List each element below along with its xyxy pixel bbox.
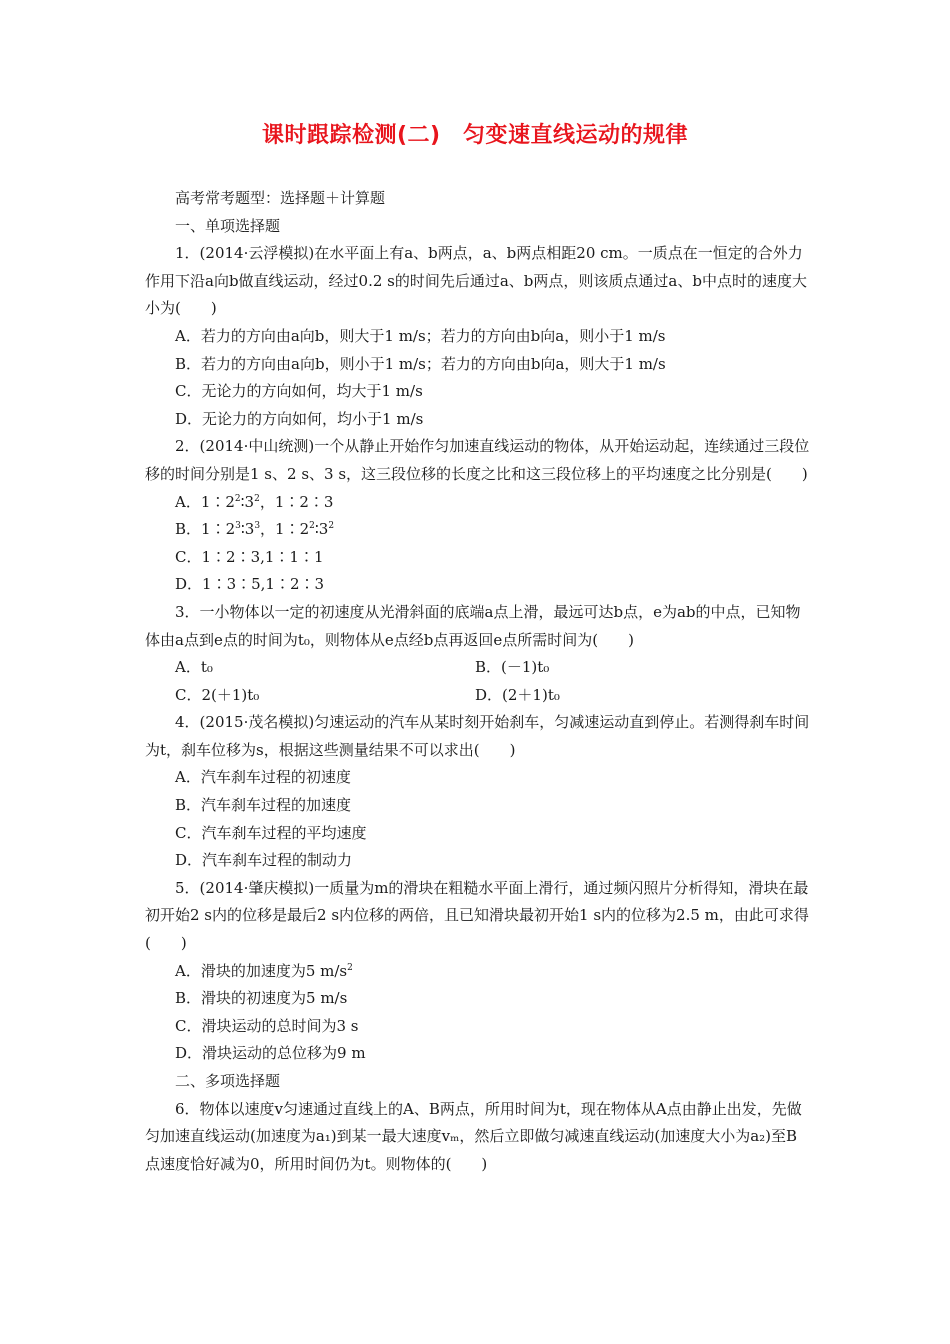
question-2-stem: 2．(2014·中山统测)一个从静止开始作匀加速直线运动的物体，从开始运动起，连续通过三段位移的时间分别是1 s、2 s、3 s，这三段位移的长度之比和这三段位移上的平均速度之比分别是( ) xyxy=(145,437,810,483)
question-5-option-d: D．滑块运动的总位移为9 m xyxy=(175,1044,366,1063)
question-4-option-b: B．汽车刹车过程的加速度 xyxy=(175,796,352,815)
question-2-option-d: D．1∶3∶5,1∶2∶3 xyxy=(175,575,325,594)
section-heading-single: 一、单项选择题 xyxy=(175,216,281,235)
question-2-option-b: B．$1∶2^3∶3^3$，$1∶2^2∶3^2$ xyxy=(175,520,335,539)
question-4-option-d: D．汽车刹车过程的制动力 xyxy=(175,851,353,870)
question-5-option-c: C．滑块运动的总时间为3 s xyxy=(175,1016,359,1035)
question-4-stem: 4．(2015·茂名模拟)匀速运动的汽车从某时刻开始刹车，匀减速运动直到停止。若测得刹车时间为t，刹车位移为s，根据这些测量结果不可以求出( ) xyxy=(145,713,810,759)
question-4-option-a: A．汽车刹车过程的初速度 xyxy=(175,768,351,787)
question-3-options-row-2 xyxy=(145,682,810,710)
question-3-option-d: D．(2＋1)t₀ xyxy=(475,685,560,704)
question-3-options-row-1 xyxy=(145,654,810,682)
question-1-option-a: A．若力的方向由a向b，则大于1 m/s；若力的方向由b向a，则小于1 m/s xyxy=(175,326,666,345)
document-body xyxy=(145,185,810,1178)
question-1-option-b: B．若力的方向由a向b，则小于1 m/s；若力的方向由b向a，则大于1 m/s xyxy=(175,354,666,373)
question-1-option-d: D．无论力的方向如何，均小于1 m/s xyxy=(175,409,424,428)
question-5-stem: 5．(2014·肇庆模拟)一质量为m的滑块在粗糙水平面上滑行，通过频闪照片分析得知，滑块在最初开始2 s内的位移是最后2 s内位移的两倍，且已知滑块最初开始1 s内的位移为2.5 m，由此可求得( ) xyxy=(145,878,809,953)
question-2-option-a: A．$1∶2^2∶3^2$，1∶2∶3 xyxy=(175,492,334,511)
question-1-stem: 1．(2014·云浮模拟)在水平面上有a、b两点，a、b两点相距20 cm。一质点在一恒定的合外力作用下沿a向b做直线运动，经过0.2 s的时间先后通过a、b两点，则该质点通过a、b中点时的速度大小为( ) xyxy=(145,244,807,318)
question-6-stem: 6．物体以速度v匀速通过直线上的A、B两点，所用时间为t，现在物体从A点由静止出发，先做匀加速直线运动(加速度为a₁)到某一最大速度vₘ，然后立即做匀减速直线运动(加速度大小为a₂)至B点速度恰好减为0，所用时间仍为t。则物体的( ) xyxy=(145,1099,802,1173)
question-5-option-b: B．滑块的初速度为5 m/s xyxy=(175,989,348,1008)
question-1-option-c: C．无论力的方向如何，均大于1 m/s xyxy=(175,382,423,401)
section-heading-multiple: 二、多项选择题 xyxy=(175,1072,281,1090)
page-title: 课时跟踪检测(二) 匀变速直线运动的规律 xyxy=(261,123,689,148)
question-5-option-a: A．滑块的加速度为5 $m/s^2$ xyxy=(175,961,353,980)
question-4-option-c: C．汽车刹车过程的平均速度 xyxy=(175,823,367,842)
question-3-option-c: C．2(＋1)t₀ xyxy=(175,685,260,704)
intro-line: 高考常考题型：选择题＋计算题 xyxy=(175,189,386,207)
question-3-option-b: B．(－1)t₀ xyxy=(475,658,550,677)
question-3-stem: 3．一小物体以一定的初速度从光滑斜面的底端a点上滑，最远可达b点，e为ab的中点，已知物体由a点到e点的时间为t₀，则物体从e点经b点再返回e点所需时间为( ) xyxy=(145,602,801,649)
question-3-option-a: A．t₀ xyxy=(175,658,213,677)
question-2-option-c: C．1∶2∶3,1∶1∶1 xyxy=(175,547,324,566)
